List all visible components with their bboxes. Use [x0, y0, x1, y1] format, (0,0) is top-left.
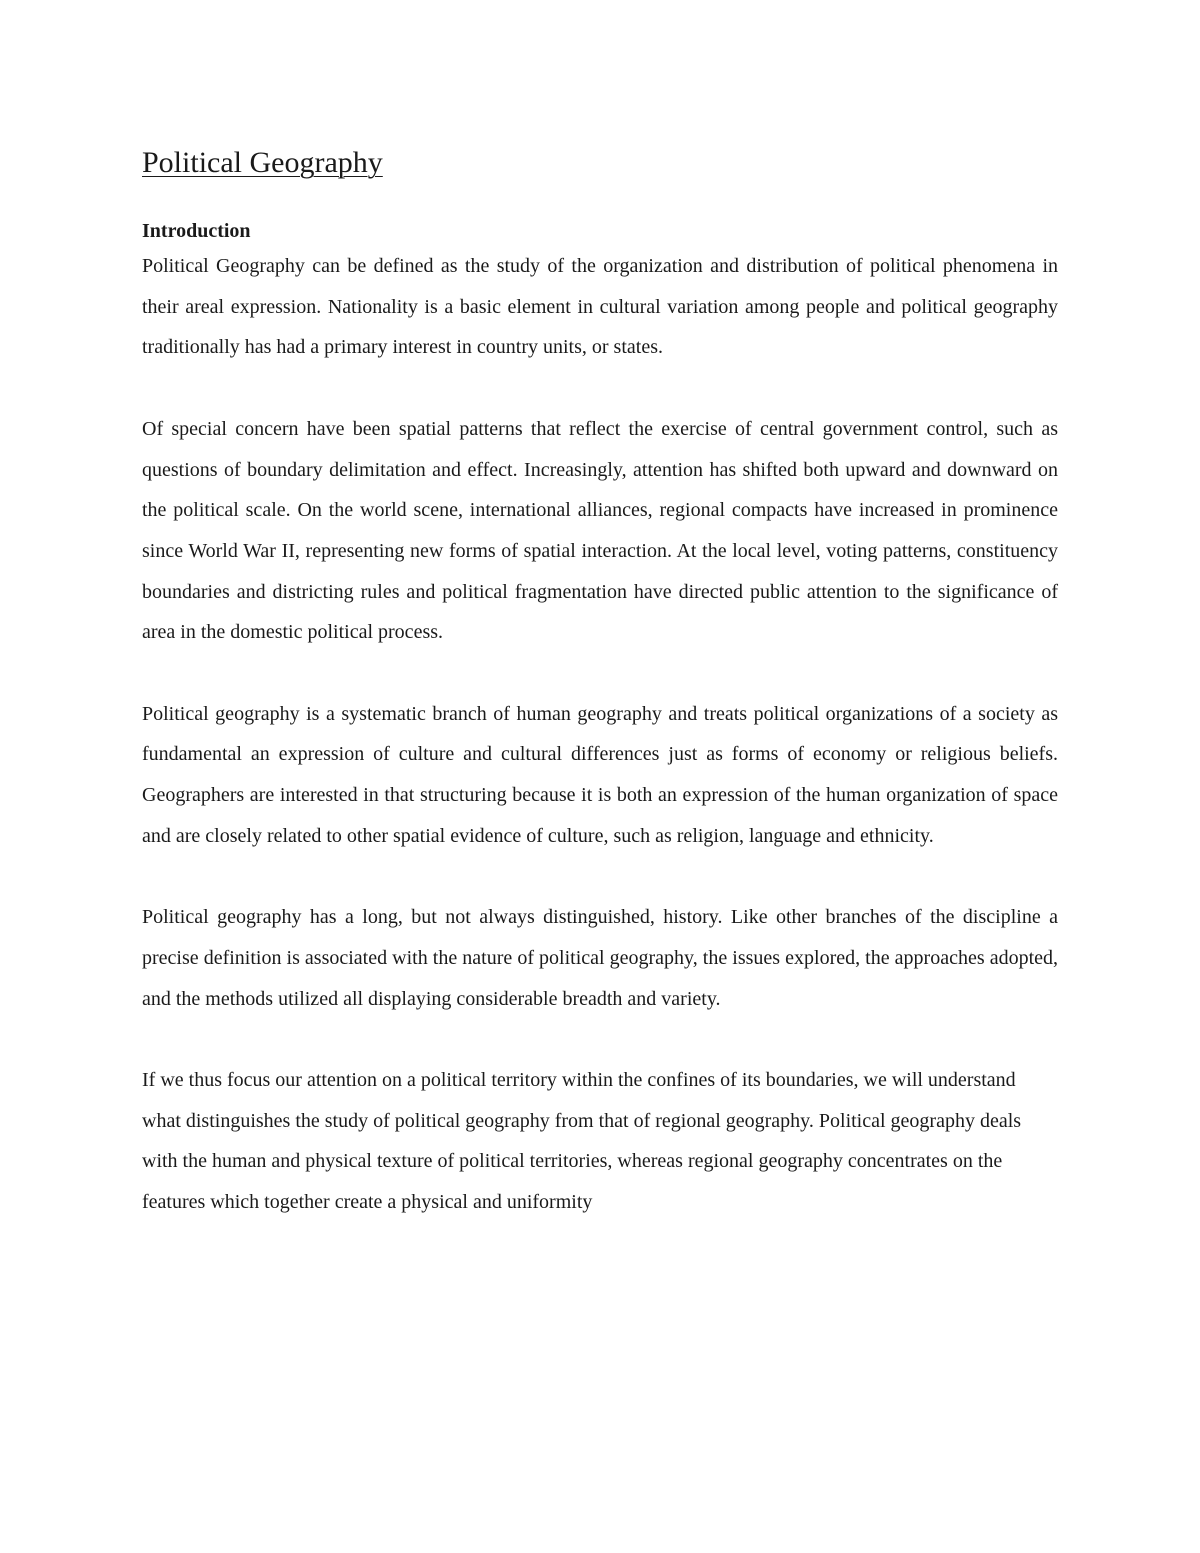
document-page	[142, 140, 1058, 1264]
document-title: Political Geography	[142, 146, 383, 179]
paragraph-2: Of special concern have been spatial patterns that reflect the exercise of central government control, such as questions of boundary delimitation and effect. Increasingly, attention has shifted both upward and downward on the political scale. On the world scene, international alliances, regional compacts have increased in prominence since World War II, representing new forms of spatial interaction. At the local level, voting patterns, constituency boundaries and districting rules and political fragmentation have directed public attention to the significance of area in the domestic political process.	[142, 417, 1058, 644]
paragraph-1: Political Geography can be defined as the study of the organization and distribution of political phenomena in their areal expression. Nationality is a basic element in cultural variation among people and political geography traditionally has had a primary interest in country units, or states.	[142, 255, 1058, 359]
section-heading-introduction: Introduction	[142, 220, 251, 242]
paragraph-4: Political geography has a long, but not always distinguished, history. Like other branches of the discipline a precise definition is associated with the nature of political geography, the issues explored, the approaches adopted, and the methods utilized all displaying considerable breadth and variety.	[142, 906, 1058, 1010]
paragraph-3: Political geography is a systematic branch of human geography and treats political organizations of a society as fundamental an expression of culture and cultural differences just as forms of economy or religious beliefs. Geographers are interested in that structuring because it is both an expression of the human organization of space and are closely related to other spatial evidence of culture, such as religion, language and ethnicity.	[142, 702, 1058, 847]
paragraph-5: If we thus focus our attention on a political territory within the confines of its boundaries, we will understand what distinguishes the study of political geography from that of regional geography. Political geography deals with the human and physical texture of political territories, whereas regional geography concentrates on the features which together create a physical and uniformity	[142, 1069, 1022, 1214]
